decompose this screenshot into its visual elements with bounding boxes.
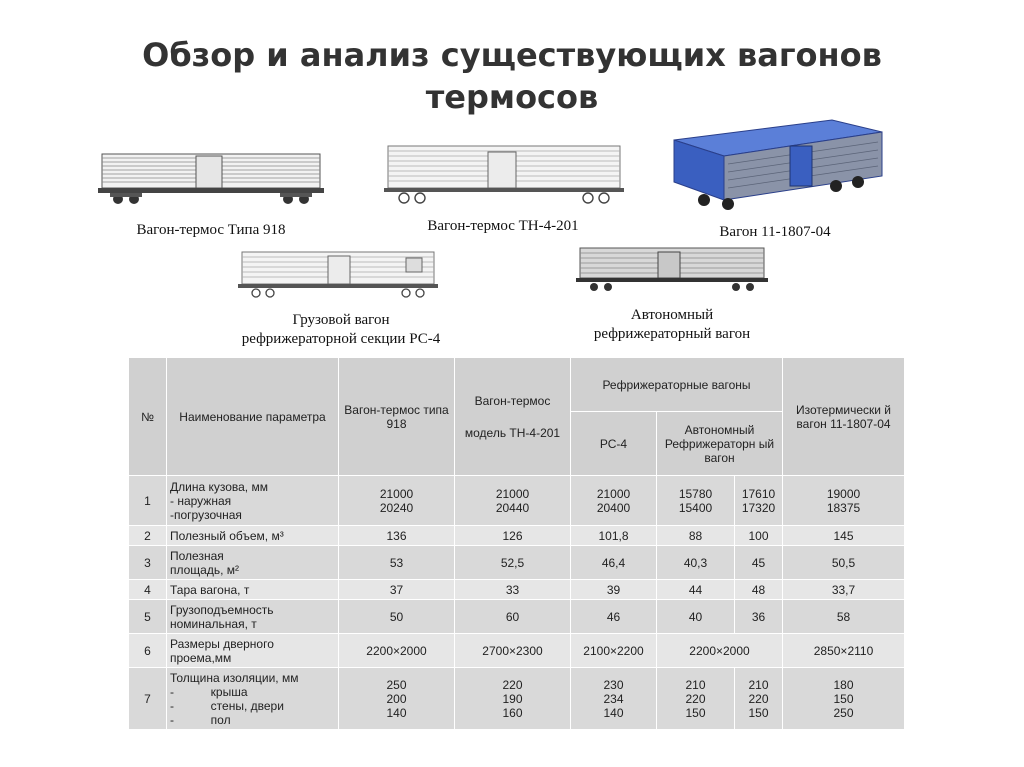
cell: 48: [735, 580, 783, 600]
cell: 53: [339, 546, 455, 580]
row-num: 4: [129, 580, 167, 600]
cell: 17610 17320: [735, 476, 783, 526]
wagon-rs4-caption-line-1: Грузовой вагон: [292, 312, 390, 328]
table-row: [129, 580, 905, 600]
cell: 145: [783, 526, 905, 546]
cell: 15780 15400: [657, 476, 735, 526]
row-param-line: - крыша: [170, 684, 248, 699]
row-param-line: Размеры дверного: [170, 636, 274, 651]
cell: 2700×2300: [455, 634, 571, 668]
row-param-line: - стены, двери: [170, 698, 284, 713]
wagon-tn4-caption: Вагон-термос ТН-4-201: [427, 218, 579, 234]
cell: 52,5: [455, 546, 571, 580]
wagon-918-caption: Вагон-термос Типа 918: [136, 222, 286, 238]
row-num: 6: [129, 634, 167, 668]
wagon-918-image: [96, 148, 326, 210]
cell: 33: [455, 580, 571, 600]
row-param-line: Длина кузова, мм: [170, 479, 268, 494]
header-tn4-line-2: модель ТН-4-201: [464, 425, 561, 440]
cell: 46: [571, 600, 657, 634]
header-iso: Изотермически й вагон 11-1807-04: [783, 358, 905, 476]
wagon-tn4-image: [380, 142, 628, 210]
cell: 50: [339, 600, 455, 634]
cell: 46,4: [571, 546, 657, 580]
table-row: [129, 526, 905, 546]
wagon-rs4-image: [236, 248, 440, 300]
table-row: [129, 600, 905, 634]
header-param: Наименование параметра: [167, 358, 339, 476]
cell: 21000 20240: [339, 476, 455, 526]
cell: 210 220 150: [735, 668, 783, 730]
cell: 40,3: [657, 546, 735, 580]
table-row: [129, 668, 905, 730]
row-param: [167, 476, 339, 526]
cell: 39: [571, 580, 657, 600]
cell: 21000 20440: [455, 476, 571, 526]
row-param: [167, 634, 339, 668]
row-param-line: Толщина изоляции, мм: [170, 670, 299, 685]
row-num: 3: [129, 546, 167, 580]
cell: 88: [657, 526, 735, 546]
row-param-line: - наружная: [170, 493, 232, 508]
cell: 136: [339, 526, 455, 546]
header-918: Вагон-термос типа 918: [339, 358, 455, 476]
wagon-autonomous-image: [572, 244, 772, 294]
header-tn4-line-1: Вагон-термос: [474, 393, 551, 408]
cell: 45: [735, 546, 783, 580]
wagon-11-1807-image: [668, 112, 890, 212]
wagon-autonomous-caption-line-2: рефрижераторный вагон: [593, 326, 751, 342]
cell: 40: [657, 600, 735, 634]
cell: 37: [339, 580, 455, 600]
wagon-autonomous-caption-line-1: Автономный: [630, 307, 714, 323]
row-param: [167, 546, 339, 580]
wagon-rs4-caption-line-2: рефрижераторной секции РС-4: [241, 331, 441, 347]
row-param: Полезный объем, м³: [167, 526, 339, 546]
wagon-rs4-caption: [196, 311, 486, 349]
header-num: №: [129, 358, 167, 476]
row-param: Тара вагона, т: [167, 580, 339, 600]
row-param: [167, 600, 339, 634]
row-param-line: номинальная, т: [170, 616, 257, 631]
cell: 101,8: [571, 526, 657, 546]
cell: 2850×2110: [783, 634, 905, 668]
table-row: [129, 546, 905, 580]
cell: 44: [657, 580, 735, 600]
row-param-line: проема,мм: [170, 650, 232, 665]
header-tn4: [455, 358, 571, 476]
row-param: [167, 668, 339, 730]
row-param-line: Полезная: [170, 548, 224, 563]
row-num: 7: [129, 668, 167, 730]
table-row: [129, 634, 905, 668]
cell: 2100×2200: [571, 634, 657, 668]
cell: 60: [455, 600, 571, 634]
cell: 220 190 160: [455, 668, 571, 730]
row-num: 1: [129, 476, 167, 526]
cell: 21000 20400: [571, 476, 657, 526]
cell: 2200×2000: [339, 634, 455, 668]
cell: 126: [455, 526, 571, 546]
cell: 58: [783, 600, 905, 634]
cell: 19000 18375: [783, 476, 905, 526]
cell: 250 200 140: [339, 668, 455, 730]
title-line-2: термосов: [425, 78, 599, 116]
page-title: [0, 34, 1024, 118]
cell: 210 220 150: [657, 668, 735, 730]
row-param-line: - пол: [170, 712, 231, 727]
cell: 230 234 140: [571, 668, 657, 730]
header-refr-group: Рефрижераторные вагоны: [571, 358, 783, 412]
spec-table: [128, 357, 905, 730]
cell: 100: [735, 526, 783, 546]
table-row: [129, 476, 905, 526]
title-line-1: Обзор и анализ существующих вагонов: [142, 36, 882, 74]
cell: 33,7: [783, 580, 905, 600]
row-param-line: площадь, м²: [170, 562, 240, 577]
row-num: 2: [129, 526, 167, 546]
cell: 2200×2000: [657, 634, 783, 668]
cell: 36: [735, 600, 783, 634]
header-rc4: РС-4: [571, 412, 657, 476]
row-num: 5: [129, 600, 167, 634]
cell: 50,5: [783, 546, 905, 580]
row-param-line: -погрузочная: [170, 507, 242, 522]
header-auto: Автономный Рефрижераторн ый вагон: [657, 412, 783, 476]
wagon-autonomous-caption: [560, 306, 784, 344]
wagon-11-1807-caption: Вагон 11-1807-04: [719, 224, 831, 240]
row-param-line: Грузоподъемность: [170, 602, 274, 617]
cell: 180 150 250: [783, 668, 905, 730]
